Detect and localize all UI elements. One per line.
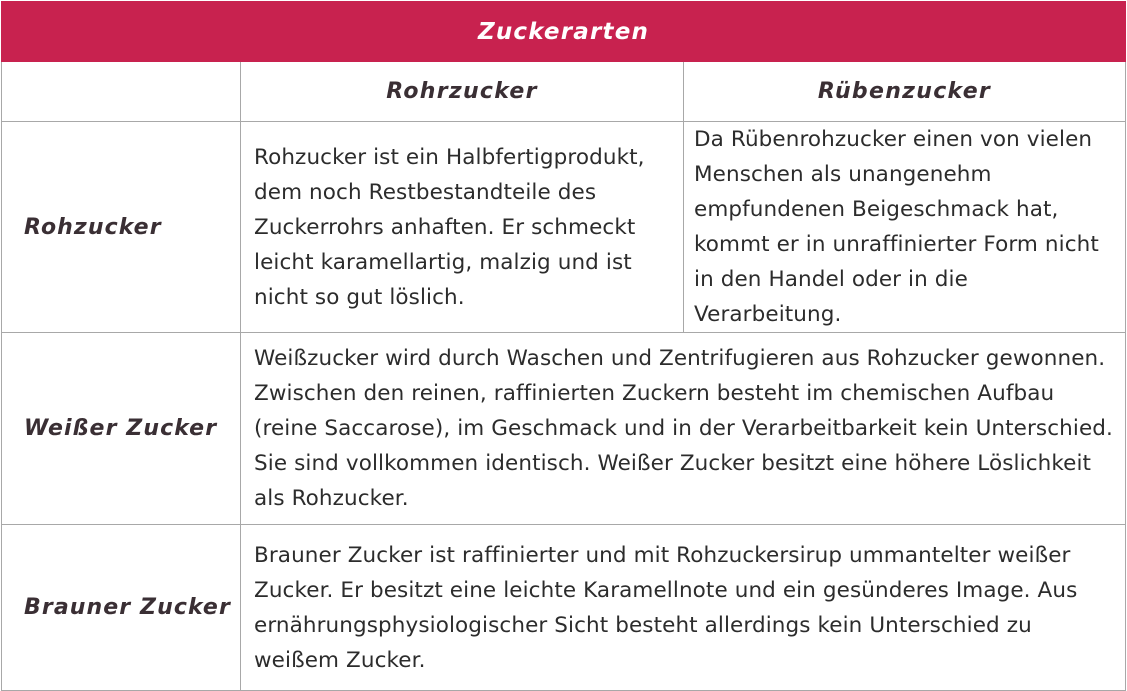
cell-rohzucker-rohrzucker: Rohzucker ist ein Halbfertigprodukt, dem noch Restbestandteile des Zuckerrohrs anhaften. Er schmeckt leicht karamellartig, malzig und ist nicht so gut löslich. — [241, 122, 684, 333]
table-header-row — [2, 62, 1126, 122]
table-row-weisser-zucker — [2, 333, 1126, 525]
cell-rohzucker-ruebenzucker: Da Rübenrohzucker einen von vielen Menschen als unangenehm empfundenen Beigeschmack hat, kommt er in unraffinierter Form nicht in den Handel oder in die Verarbeitung. — [684, 122, 1126, 333]
cell-brauner-zucker: Brauner Zucker ist raffinierter und mit Rohzuckersirup ummantelter weißer Zucker. Er besitzt eine leichte Karamellnote und ein gesünderes Image. Aus ernährungsphysiologischer Sicht besteht allerdings kein Unterschied zu weißem Zucker. — [241, 525, 1126, 691]
table-row-brauner-zucker — [2, 525, 1126, 691]
row-label-brauner-zucker: Brauner Zucker — [2, 525, 241, 691]
header-empty-cell — [2, 62, 241, 122]
header-ruebenzucker: Rübenzucker — [684, 62, 1126, 122]
table-row-rohzucker — [2, 122, 1126, 333]
cell-weisser-zucker: Weißzucker wird durch Waschen und Zentrifugieren aus Rohzucker gewonnen. Zwischen den reinen, raffinierten Zuckern besteht im chemischen Aufbau (reine Saccarose), im Geschmack und in der Verarbeitbarkeit kein Unterschied. Sie sind vollkommen identisch. Weißer Zucker besitzt eine höhere Löslichkeit als Rohzucker. — [241, 333, 1126, 525]
row-label-weisser-zucker: Weißer Zucker — [2, 333, 241, 525]
sugar-types-table — [1, 1, 1126, 691]
table-title: Zuckerarten — [2, 2, 1126, 62]
table-title-row — [2, 2, 1126, 62]
header-rohrzucker: Rohrzucker — [241, 62, 684, 122]
sugar-types-table-wrapper — [1, 1, 1126, 691]
row-label-rohzucker: Rohzucker — [2, 122, 241, 333]
